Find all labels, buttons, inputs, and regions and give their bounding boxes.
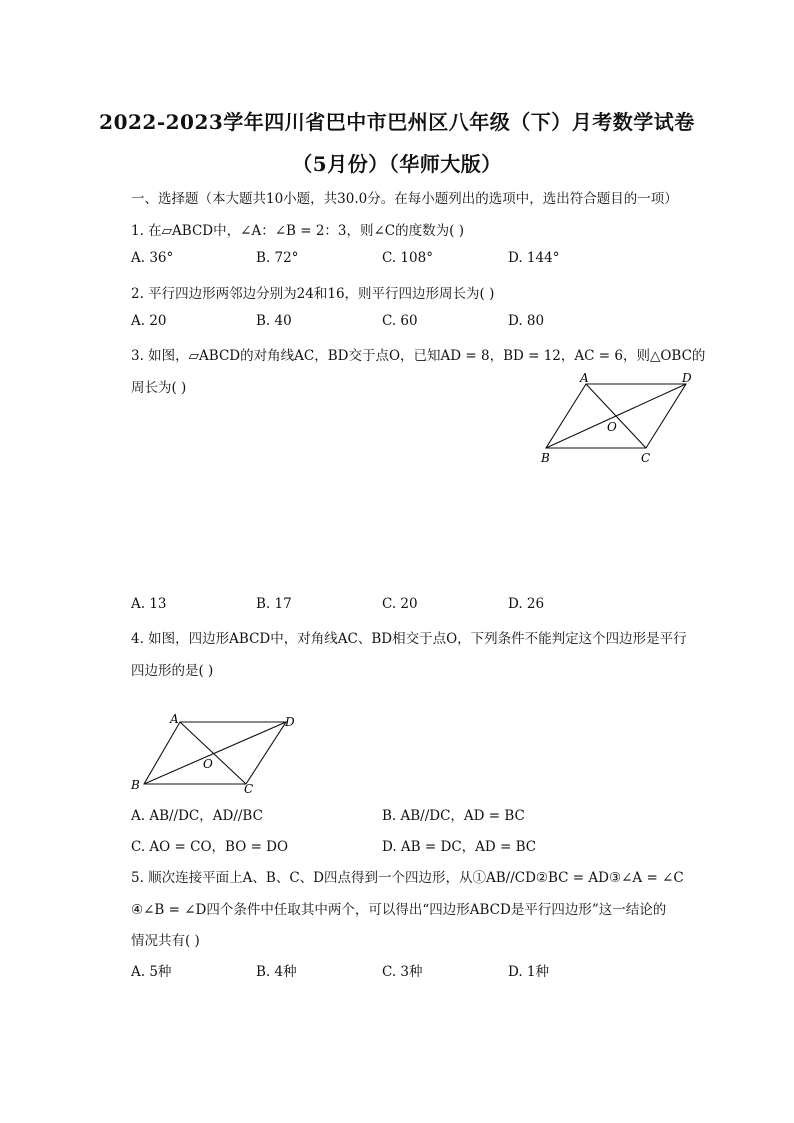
q2-option-d: D. 80	[508, 313, 545, 329]
q3-stem-line1: 3. 如图，▱ABCD的对角线AC，BD交于点O，已知AD = 8，BD = 12，AC = 6，则△OBC的	[131, 348, 706, 364]
q5-option-a: A. 5种	[131, 964, 172, 980]
q5-stem-line3: 情况共有( )	[131, 933, 200, 949]
q4-label-b: B	[131, 778, 140, 792]
q3-stem-line2: 周长为( )	[131, 380, 187, 396]
exam-title-line2: （5月份）（华师大版）	[292, 152, 502, 176]
q5-stem-line2: ④∠B = ∠D四个条件中任取其中两个，可以得出“四边形ABCD是平行四边形”这一结论的	[131, 902, 667, 918]
q4-stem-line1: 4. 如图，四边形ABCD中，对角线AC、BD相交于点O，下列条件不能判定这个四边形是平行	[131, 631, 687, 647]
q3-label-a: A	[580, 371, 589, 385]
q2-option-a: A. 20	[131, 313, 167, 329]
q3-option-c: C. 20	[382, 596, 418, 612]
q1-option-a: A. 36°	[131, 250, 174, 266]
q3-option-a: A. 13	[131, 596, 167, 612]
q5-option-d: D. 1种	[508, 964, 550, 980]
q5-stem-line1: 5. 顺次连接平面上A、B、C、D四点得到一个四边形，从①AB//CD②BC = AD③∠A = ∠C	[131, 870, 684, 886]
q1-option-d: D. 144°	[508, 250, 560, 266]
q3-option-d: D. 26	[508, 596, 545, 612]
q3-label-c: C	[641, 451, 651, 465]
q1-option-c: C. 108°	[382, 250, 433, 266]
q3-label-d: D	[682, 371, 692, 385]
q4-diagonal-ac	[180, 722, 246, 784]
q2-option-b: B. 40	[256, 313, 292, 329]
q4-label-o: O	[203, 757, 213, 771]
q4-stem-line2: 四边形的是( )	[131, 663, 214, 679]
q3-label-b: B	[541, 451, 550, 465]
q4-label-c: C	[244, 782, 254, 796]
q3-diagonal-bd	[546, 384, 686, 448]
q3-parallelogram-figure	[536, 370, 706, 465]
q5-option-c: C. 3种	[382, 964, 423, 980]
q3-option-b: B. 17	[256, 596, 292, 612]
section-heading: 一、选择题（本大题共10小题，共30.0分。在每小题列出的选项中，选出符合题目的一项）	[131, 191, 678, 207]
q4-diagonal-bd	[144, 722, 286, 784]
q4-option-a: A. AB//DC，AD//BC	[131, 808, 263, 824]
q4-label-a: A	[170, 712, 179, 726]
q3-label-o: O	[607, 420, 617, 434]
q1-option-b: B. 72°	[256, 250, 299, 266]
q4-parallelogram-figure	[128, 710, 303, 798]
q1-stem: 1. 在▱ABCD中，∠A：∠B = 2：3，则∠C的度数为( )	[131, 223, 464, 239]
q4-option-c: C. AO = CO，BO = DO	[131, 839, 289, 855]
q2-stem: 2. 平行四边形两邻边分别为24和16，则平行四边形周长为( )	[131, 286, 495, 302]
exam-title-line1: 2022-2023学年四川省巴中市巴州区八年级（下）月考数学试卷	[99, 110, 695, 134]
q2-option-c: C. 60	[382, 313, 418, 329]
q4-label-d: D	[285, 715, 295, 729]
q5-option-b: B. 4种	[256, 964, 297, 980]
q4-option-b: B. AB//DC，AD = BC	[382, 808, 525, 824]
q4-option-d: D. AB = DC，AD = BC	[382, 839, 537, 855]
